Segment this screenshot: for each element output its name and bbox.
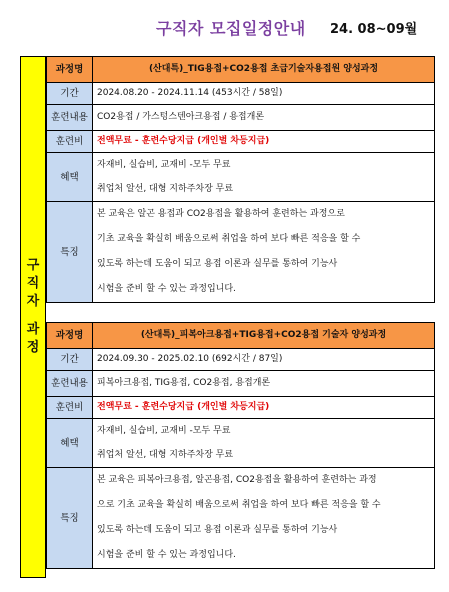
- fee-value: 전액무료 - 훈련수당지급 (개인별 차등지급): [93, 131, 435, 153]
- fee-label: 훈련비: [47, 131, 93, 153]
- benefit-value: 자재비, 실습비, 교재비 -모두 무료 취업처 알선, 대형 지하주차장 무료: [93, 419, 435, 468]
- period-label: 기간: [47, 349, 93, 371]
- benefit-row: [47, 153, 435, 202]
- course-table-1: [46, 56, 435, 303]
- content-row: [47, 105, 435, 131]
- course-name-label: 과정명: [47, 323, 93, 349]
- fee-row: [47, 131, 435, 153]
- course-name: (산대특)_TIG용접+CO2용접 초급기술자용접원 양성과정: [93, 57, 435, 83]
- feature-value: 본 교육은 피복아크용접, 알곤용접, CO2용접을 활용하여 훈련하는 과정 으로 기초 교육을 확실히 배움으로써 취업을 하여 보다 빠른 적응을 할 수 있도록 하는데 도움이 되고 용접 이론과 실무를 통하여 기능사 시험을 준비 할 수 있는 과정입니다.: [93, 468, 435, 569]
- fee-row: [47, 397, 435, 419]
- benefit-value: 자재비, 실습비, 교재비 -모두 무료 취업처 알선, 대형 지하주차장 무료: [93, 153, 435, 202]
- feature-row: [47, 468, 435, 569]
- feature-label: 특징: [47, 202, 93, 303]
- sidebar-label-jobseeker: 구 직 자: [26, 258, 40, 309]
- course-name-row: [47, 323, 435, 349]
- course-table-2: [46, 322, 435, 569]
- benefit-label: 혜택: [47, 419, 93, 468]
- benefit-label: 혜택: [47, 153, 93, 202]
- schedule-date: 24. 08~09월: [330, 22, 418, 37]
- content-value: 피복아크용접, TIG용접, CO2용접, 용접개론: [93, 371, 435, 397]
- content-label: 훈련내용: [47, 105, 93, 131]
- course-name-row: [47, 57, 435, 83]
- header: [0, 10, 449, 40]
- period-value: 2024.09.30 - 2025.02.10 (692시간 / 87일): [93, 349, 435, 371]
- fee-value: 전액무료 - 훈련수당지급 (개인별 차등지급): [93, 397, 435, 419]
- content-row: [47, 371, 435, 397]
- feature-label: 특징: [47, 468, 93, 569]
- feature-row: [47, 202, 435, 303]
- content-value: CO2용접 / 가스텅스텐아크용접 / 용접개론: [93, 105, 435, 131]
- sidebar-label: [20, 56, 46, 578]
- feature-value: 본 교육은 알곤 용접과 CO2용접을 활용하여 훈련하는 과정으로 기초 교육을 확실히 배움으로써 취업을 하여 보다 빠른 적응을 할 수 있도록 하는데 도움이 되고 용접 이론과 실무를 통하여 기능사 시험을 준비 할 수 있는 과정입니다.: [93, 202, 435, 303]
- course-name: (산대특)_피복아크용접+TIG용접+CO2용접 기술자 양성과정: [93, 323, 435, 349]
- benefit-row: [47, 419, 435, 468]
- page-title: 구직자 모집일정안내: [156, 19, 306, 38]
- period-row: [47, 83, 435, 105]
- content-label: 훈련내용: [47, 371, 93, 397]
- fee-label: 훈련비: [47, 397, 93, 419]
- period-row: [47, 349, 435, 371]
- course-name-label: 과정명: [47, 57, 93, 83]
- period-label: 기간: [47, 83, 93, 105]
- period-value: 2024.08.20 - 2024.11.14 (453시간 / 58일): [93, 83, 435, 105]
- sidebar-label-course: 과 정: [26, 322, 40, 355]
